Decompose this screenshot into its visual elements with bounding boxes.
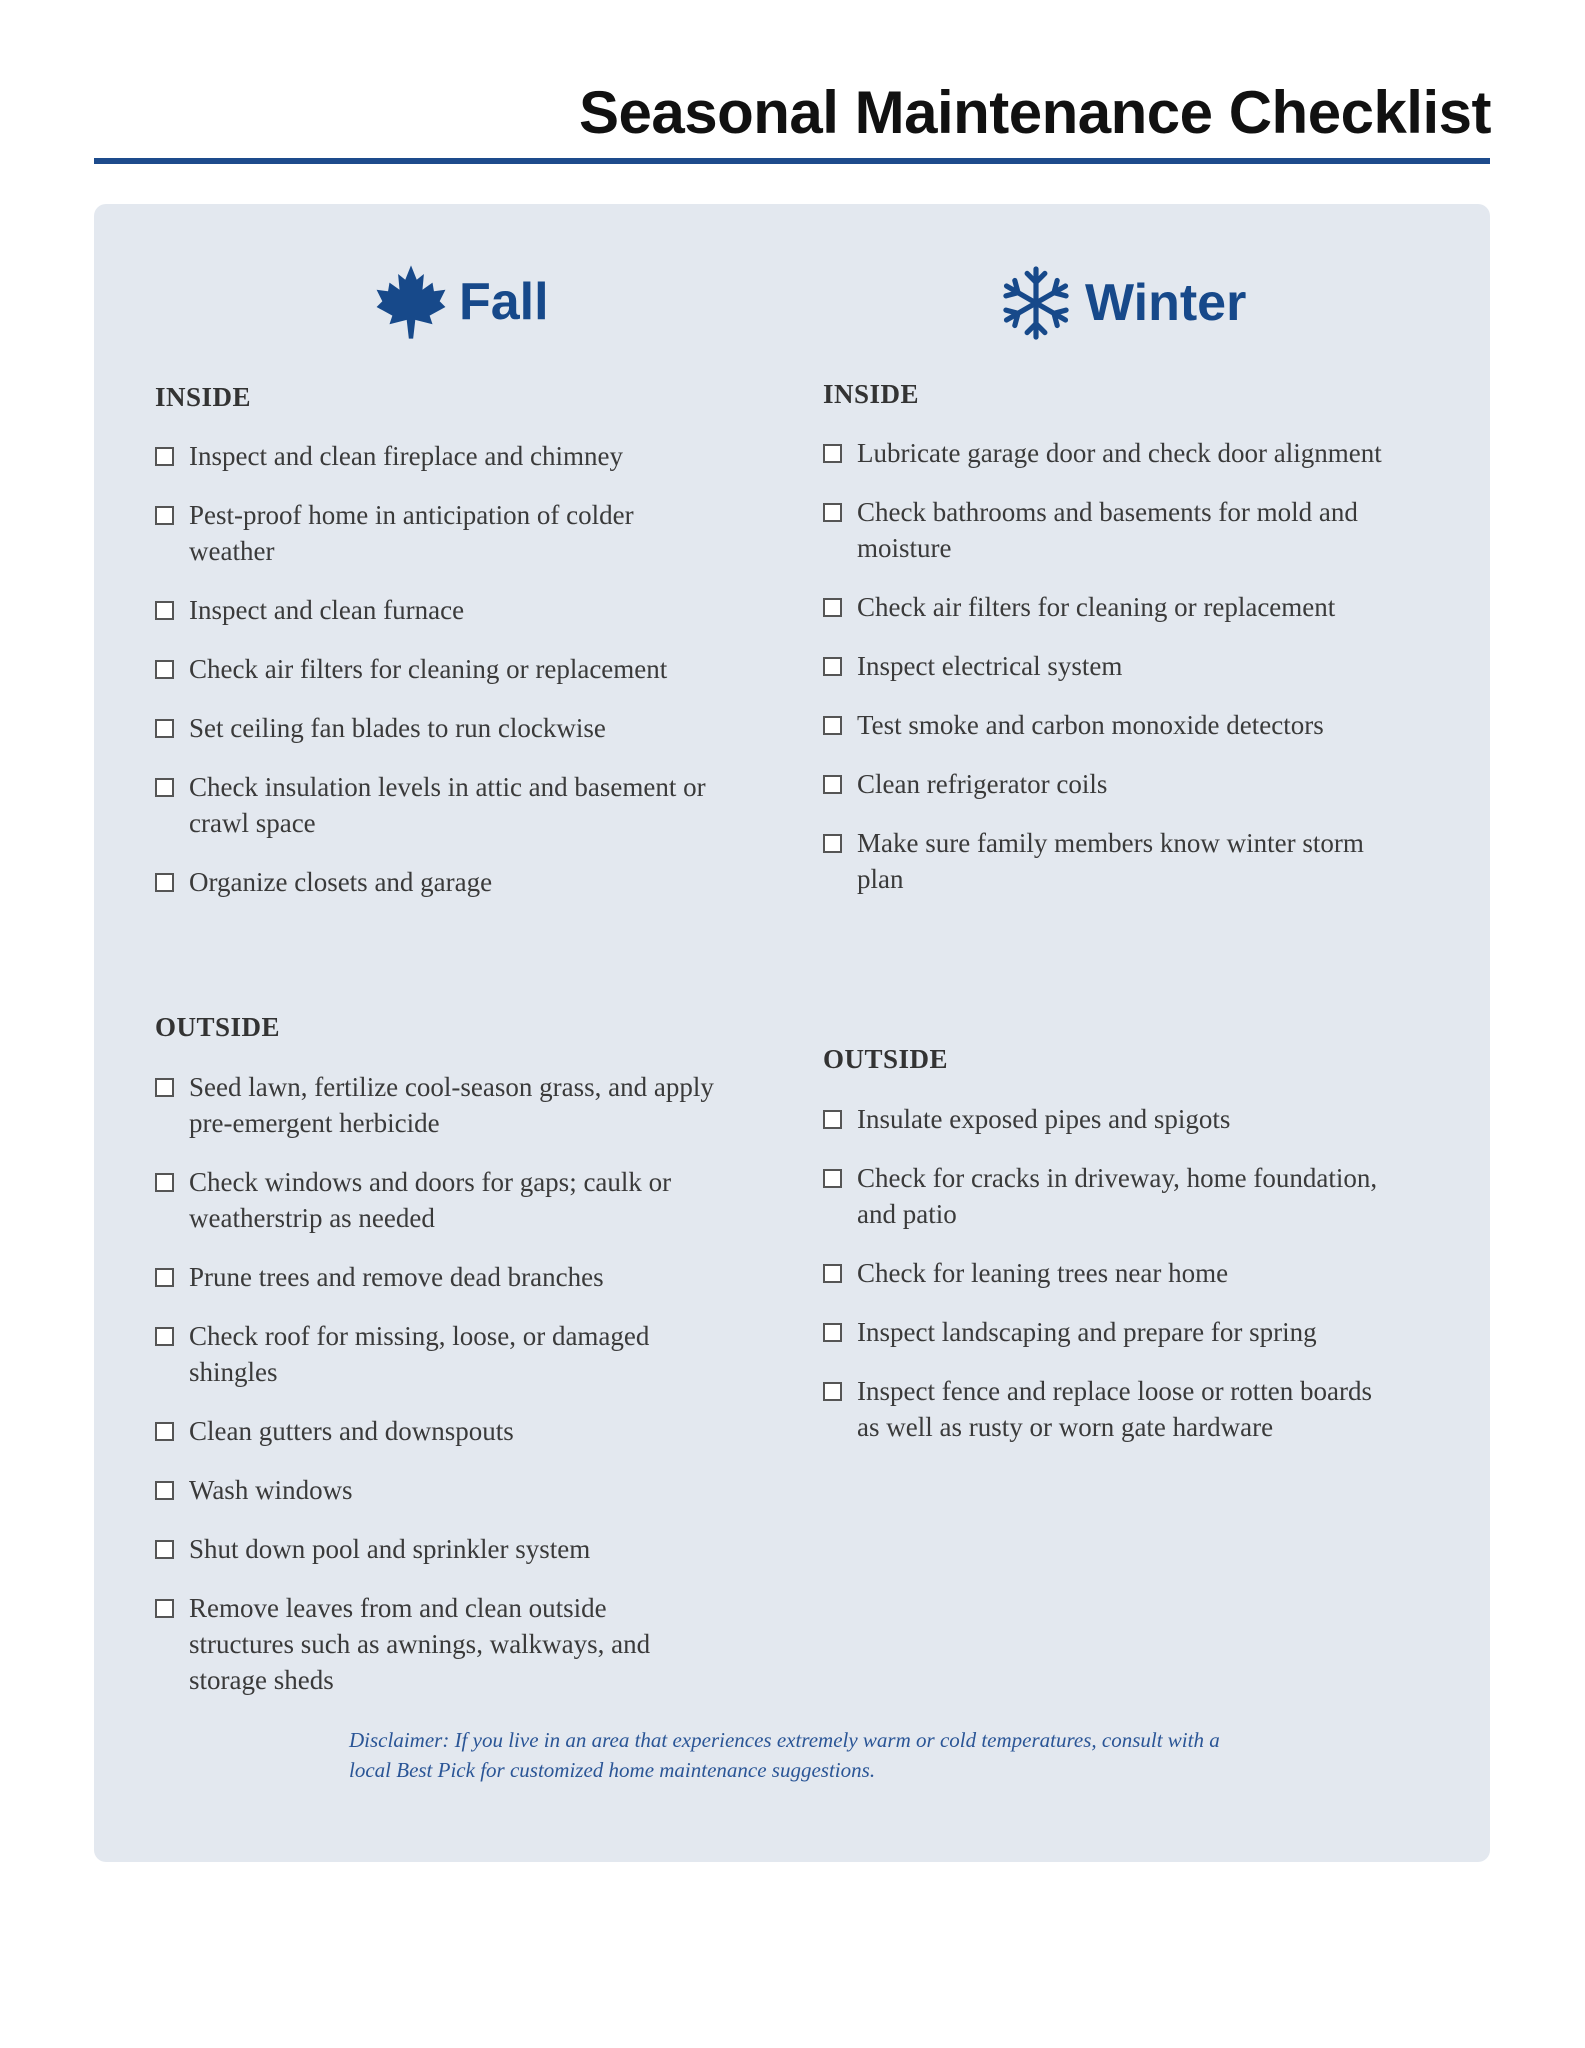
checkbox[interactable] xyxy=(155,601,174,620)
winter-outside-label: OUTSIDE xyxy=(823,1044,949,1074)
checkbox[interactable] xyxy=(155,719,174,738)
fall-heading xyxy=(375,264,549,340)
checkbox[interactable] xyxy=(155,1481,174,1500)
checkbox[interactable] xyxy=(155,873,174,892)
disclaimer: Disclaimer: If you live in an area that experiences extremely warm or cold temperatures, consult with a local Best Pick for customized home maintenance suggestions. xyxy=(349,1728,1220,1782)
checklist-item: Inspect fence and replace loose or rotten boards as well as rusty or worn gate hardware xyxy=(823,1373,1383,1445)
checklist-item: Check roof for missing, loose, or damaged shingles xyxy=(155,1318,715,1390)
page-title: Seasonal Maintenance Checklist xyxy=(578,79,1491,146)
checklist-item: Organize closets and garage xyxy=(155,864,715,900)
checkbox[interactable] xyxy=(823,444,842,463)
checkbox[interactable] xyxy=(823,1323,842,1342)
checklist-item: Check air filters for cleaning or replacement xyxy=(823,589,1383,625)
title-divider xyxy=(94,158,1490,164)
checklist-item: Inspect electrical system xyxy=(823,648,1383,684)
checkbox[interactable] xyxy=(155,1599,174,1618)
checkbox[interactable] xyxy=(823,1264,842,1283)
winter-outside-list xyxy=(823,1101,1383,1468)
checkbox[interactable] xyxy=(155,447,174,466)
checkbox[interactable] xyxy=(155,778,174,797)
checkbox[interactable] xyxy=(155,506,174,525)
fall-inside-list xyxy=(155,438,715,923)
checkbox[interactable] xyxy=(823,1169,842,1188)
fall-outside-label: OUTSIDE xyxy=(155,1012,281,1042)
checklist-item: Seed lawn, fertilize cool-season grass, and apply pre-emergent herbicide xyxy=(155,1069,715,1141)
checklist-item: Inspect and clean fireplace and chimney xyxy=(155,438,715,474)
checklist-item: Clean gutters and downspouts xyxy=(155,1413,715,1449)
checkbox[interactable] xyxy=(155,1078,174,1097)
fall-inside-label: INSIDE xyxy=(155,382,252,412)
checklist-panel xyxy=(94,204,1490,1862)
checklist-item: Prune trees and remove dead branches xyxy=(155,1259,715,1295)
snowflake-icon xyxy=(999,264,1073,342)
checklist-item: Insulate exposed pipes and spigots xyxy=(823,1101,1383,1137)
maple-leaf-icon xyxy=(375,264,447,340)
winter-heading-label: Winter xyxy=(1085,274,1247,332)
checkbox[interactable] xyxy=(155,1540,174,1559)
checklist-item: Pest-proof home in anticipation of colder weather xyxy=(155,497,715,569)
checklist-item: Wash windows xyxy=(155,1472,715,1508)
checkbox[interactable] xyxy=(155,1268,174,1287)
checkbox[interactable] xyxy=(155,1422,174,1441)
checkbox[interactable] xyxy=(823,657,842,676)
checkbox[interactable] xyxy=(823,834,842,853)
checklist-item: Inspect and clean furnace xyxy=(155,592,715,628)
checklist-item: Shut down pool and sprinkler system xyxy=(155,1531,715,1567)
winter-inside-list xyxy=(823,435,1383,920)
checkbox[interactable] xyxy=(823,1382,842,1401)
winter-inside-label: INSIDE xyxy=(823,379,920,409)
checklist-item: Check air filters for cleaning or replacement xyxy=(155,651,715,687)
checkbox[interactable] xyxy=(823,716,842,735)
checklist-item: Check bathrooms and basements for mold and moisture xyxy=(823,494,1383,566)
checklist-item: Check windows and doors for gaps; caulk or weatherstrip as needed xyxy=(155,1164,715,1236)
checkbox[interactable] xyxy=(823,598,842,617)
checkbox[interactable] xyxy=(155,660,174,679)
checkbox[interactable] xyxy=(823,775,842,794)
winter-heading xyxy=(999,264,1246,342)
checklist-item: Remove leaves from and clean outside structures such as awnings, walkways, and storage sheds xyxy=(155,1590,715,1698)
checklist-item: Check for cracks in driveway, home foundation, and patio xyxy=(823,1160,1383,1232)
checklist-item: Lubricate garage door and check door alignment xyxy=(823,435,1383,471)
checkbox[interactable] xyxy=(155,1327,174,1346)
checklist-item: Clean refrigerator coils xyxy=(823,766,1383,802)
checklist-item: Make sure family members know winter storm plan xyxy=(823,825,1383,897)
checkbox[interactable] xyxy=(823,503,842,522)
fall-heading-label: Fall xyxy=(459,273,549,331)
checklist-item: Check insulation levels in attic and basement or crawl space xyxy=(155,769,715,841)
checkbox[interactable] xyxy=(155,1173,174,1192)
checklist-item: Test smoke and carbon monoxide detectors xyxy=(823,707,1383,743)
checklist-item: Set ceiling fan blades to run clockwise xyxy=(155,710,715,746)
checklist-item: Check for leaning trees near home xyxy=(823,1255,1383,1291)
checkbox[interactable] xyxy=(823,1110,842,1129)
checklist-item: Inspect landscaping and prepare for spring xyxy=(823,1314,1383,1350)
fall-outside-list xyxy=(155,1069,715,1721)
